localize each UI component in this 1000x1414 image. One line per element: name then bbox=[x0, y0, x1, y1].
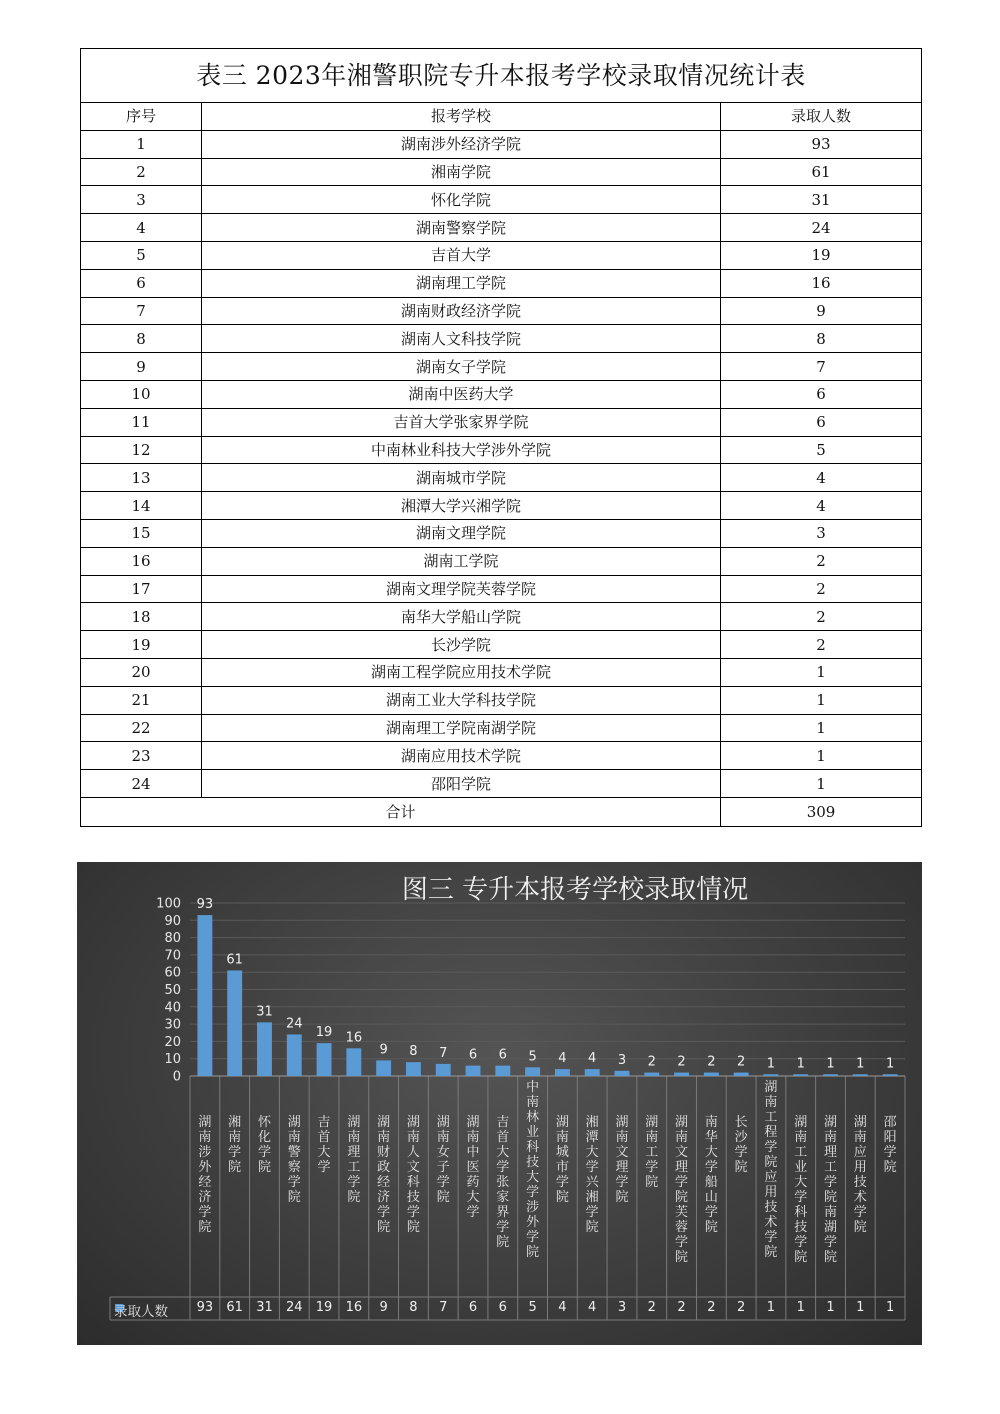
data-table-value: 3 bbox=[617, 1300, 627, 1315]
row-school: 湘南学院 bbox=[202, 158, 721, 186]
data-table-value: 4 bbox=[588, 1300, 597, 1315]
header-index: 序号 bbox=[81, 103, 202, 131]
data-table-value: 1 bbox=[796, 1300, 805, 1315]
row-index: 16 bbox=[81, 547, 202, 575]
row-count: 61 bbox=[721, 158, 922, 186]
y-tick-label: 20 bbox=[164, 1034, 181, 1050]
header-count: 录取人数 bbox=[721, 103, 922, 131]
bar-data-label: 7 bbox=[439, 1045, 448, 1061]
legend-series-name: 录取人数 bbox=[114, 1304, 168, 1320]
row-index: 22 bbox=[81, 714, 202, 742]
data-table-value: 1 bbox=[766, 1300, 776, 1315]
bar bbox=[585, 1069, 600, 1076]
data-table-value: 2 bbox=[647, 1300, 656, 1315]
bar bbox=[555, 1069, 570, 1076]
row-index: 21 bbox=[81, 686, 202, 714]
bar bbox=[674, 1073, 689, 1076]
bar-data-label: 61 bbox=[226, 952, 243, 968]
bar-data-label: 1 bbox=[856, 1056, 865, 1072]
bar bbox=[883, 1074, 898, 1076]
row-school: 湖南文理学院 bbox=[202, 519, 721, 547]
y-tick-label: 100 bbox=[156, 896, 181, 912]
data-table-value: 7 bbox=[439, 1300, 448, 1315]
row-index: 13 bbox=[81, 464, 202, 492]
bar bbox=[466, 1066, 481, 1076]
bar bbox=[406, 1062, 421, 1076]
bar-data-label: 3 bbox=[617, 1052, 627, 1068]
row-index: 3 bbox=[81, 186, 202, 214]
header-school: 报考学校 bbox=[202, 103, 721, 131]
x-category-label: 湖南警察学院 bbox=[287, 1115, 301, 1205]
row-index: 6 bbox=[81, 269, 202, 297]
row-count: 4 bbox=[721, 492, 922, 520]
row-index: 5 bbox=[81, 241, 202, 269]
row-school: 吉首大学 bbox=[202, 241, 721, 269]
row-index: 9 bbox=[81, 353, 202, 381]
x-category-label: 湘南学院 bbox=[228, 1115, 242, 1175]
row-school: 湖南女子学院 bbox=[202, 353, 721, 381]
bar-data-label: 1 bbox=[796, 1056, 805, 1072]
row-school: 湖南工业大学科技学院 bbox=[202, 686, 721, 714]
row-index: 2 bbox=[81, 158, 202, 186]
data-table-value: 2 bbox=[737, 1300, 746, 1315]
row-school: 湖南理工学院南湖学院 bbox=[202, 714, 721, 742]
bar bbox=[495, 1066, 510, 1076]
row-count: 6 bbox=[721, 380, 922, 408]
row-school: 邵阳学院 bbox=[202, 770, 721, 798]
x-category-label: 湖南城市学院 bbox=[555, 1115, 569, 1205]
data-table-value: 1 bbox=[826, 1300, 835, 1315]
row-index: 12 bbox=[81, 436, 202, 464]
bar bbox=[763, 1074, 778, 1076]
bar bbox=[317, 1043, 332, 1076]
bar-data-label: 8 bbox=[409, 1044, 418, 1060]
row-index: 10 bbox=[81, 380, 202, 408]
bar-data-label: 2 bbox=[707, 1054, 716, 1070]
bar bbox=[793, 1074, 808, 1076]
row-index: 4 bbox=[81, 214, 202, 242]
x-category-label: 湖南工程学院应用技术学院 bbox=[764, 1080, 778, 1260]
row-count: 5 bbox=[721, 436, 922, 464]
x-category-label: 湖南文理学院 bbox=[615, 1115, 629, 1205]
bar bbox=[644, 1073, 659, 1076]
x-category-label: 吉首大学张家界学院 bbox=[496, 1115, 510, 1250]
y-tick-label: 80 bbox=[164, 931, 181, 947]
row-index: 23 bbox=[81, 742, 202, 770]
y-tick-label: 90 bbox=[164, 913, 181, 929]
row-index: 20 bbox=[81, 658, 202, 686]
table-title: 表三 2023年湘警职院专升本报考学校录取情况统计表 bbox=[81, 49, 922, 103]
bar bbox=[287, 1034, 302, 1076]
row-count: 24 bbox=[721, 214, 922, 242]
data-table-value: 8 bbox=[409, 1300, 418, 1315]
x-category-label: 湘潭大学兴湘学院 bbox=[585, 1115, 599, 1235]
bar bbox=[734, 1073, 749, 1076]
row-count: 1 bbox=[721, 686, 922, 714]
data-table-value: 19 bbox=[315, 1300, 333, 1315]
row-count: 1 bbox=[721, 770, 922, 798]
row-count: 1 bbox=[721, 658, 922, 686]
row-index: 15 bbox=[81, 519, 202, 547]
row-school: 湖南涉外经济学院 bbox=[202, 130, 721, 158]
data-table-value: 2 bbox=[707, 1300, 716, 1315]
bar-data-label: 1 bbox=[885, 1056, 895, 1072]
x-category-label: 湖南涉外经济学院 bbox=[198, 1115, 212, 1235]
bar-data-label: 6 bbox=[468, 1047, 478, 1063]
row-school: 湖南警察学院 bbox=[202, 214, 721, 242]
row-school: 湖南文理学院芙蓉学院 bbox=[202, 575, 721, 603]
data-table-value: 16 bbox=[345, 1300, 363, 1315]
bar bbox=[853, 1074, 868, 1076]
row-count: 31 bbox=[721, 186, 922, 214]
bar bbox=[823, 1074, 838, 1076]
row-count: 1 bbox=[721, 714, 922, 742]
row-count: 93 bbox=[721, 130, 922, 158]
data-table-value: 2 bbox=[677, 1300, 686, 1315]
x-category-label: 湖南财政经济学院 bbox=[377, 1115, 391, 1235]
x-category-label: 邵阳学院 bbox=[883, 1115, 897, 1175]
data-table-value: 31 bbox=[256, 1300, 273, 1315]
bar bbox=[197, 915, 212, 1076]
row-count: 6 bbox=[721, 408, 922, 436]
row-index: 14 bbox=[81, 492, 202, 520]
bar bbox=[436, 1064, 451, 1076]
data-table-value: 9 bbox=[379, 1300, 388, 1315]
row-school: 南华大学船山学院 bbox=[202, 603, 721, 631]
bar bbox=[346, 1048, 361, 1076]
row-count: 2 bbox=[721, 631, 922, 659]
bar-data-label: 5 bbox=[528, 1049, 537, 1065]
bar bbox=[525, 1067, 540, 1076]
data-table-value: 61 bbox=[226, 1300, 243, 1315]
x-category-label: 湖南理工学院 bbox=[347, 1115, 361, 1205]
bar-data-label: 9 bbox=[379, 1042, 388, 1058]
x-category-label: 湖南女子学院 bbox=[436, 1115, 450, 1205]
row-index: 11 bbox=[81, 408, 202, 436]
row-school: 中南林业科技大学涉外学院 bbox=[202, 436, 721, 464]
bar bbox=[704, 1073, 719, 1076]
data-table-value: 1 bbox=[856, 1300, 865, 1315]
data-table-value: 1 bbox=[885, 1300, 895, 1315]
row-count: 8 bbox=[721, 325, 922, 353]
row-index: 19 bbox=[81, 631, 202, 659]
row-school: 湖南财政经济学院 bbox=[202, 297, 721, 325]
x-category-label: 长沙学院 bbox=[734, 1115, 748, 1175]
bar-data-label: 6 bbox=[498, 1047, 507, 1063]
bar-data-label: 2 bbox=[737, 1054, 746, 1070]
bar-data-label: 1 bbox=[766, 1056, 776, 1072]
bar bbox=[257, 1022, 272, 1076]
total-label: 合计 bbox=[81, 797, 721, 826]
y-tick-label: 70 bbox=[164, 948, 181, 964]
row-count: 1 bbox=[721, 742, 922, 770]
data-table-value: 6 bbox=[468, 1300, 478, 1315]
x-category-label: 吉首大学 bbox=[317, 1115, 331, 1175]
row-count: 3 bbox=[721, 519, 922, 547]
row-count: 4 bbox=[721, 464, 922, 492]
bar-data-label: 93 bbox=[196, 897, 214, 913]
data-table-value: 5 bbox=[528, 1300, 537, 1315]
bar bbox=[227, 970, 242, 1076]
row-school: 怀化学院 bbox=[202, 186, 721, 214]
row-school: 湖南人文科技学院 bbox=[202, 325, 721, 353]
row-school: 湖南应用技术学院 bbox=[202, 742, 721, 770]
row-count: 19 bbox=[721, 241, 922, 269]
y-tick-label: 50 bbox=[164, 983, 181, 998]
x-category-label: 湖南应用技术学院 bbox=[853, 1115, 867, 1235]
bar bbox=[615, 1071, 630, 1076]
row-count: 2 bbox=[721, 547, 922, 575]
row-school: 吉首大学张家界学院 bbox=[202, 408, 721, 436]
row-index: 7 bbox=[81, 297, 202, 325]
x-category-label: 湖南中医药大学 bbox=[466, 1115, 480, 1220]
x-category-label: 怀化学院 bbox=[257, 1115, 271, 1175]
y-tick-label: 40 bbox=[164, 1000, 181, 1016]
row-index: 17 bbox=[81, 575, 202, 603]
bar-data-label: 24 bbox=[285, 1016, 303, 1032]
data-table-value: 24 bbox=[285, 1300, 303, 1315]
total-value: 309 bbox=[721, 797, 922, 826]
row-count: 2 bbox=[721, 575, 922, 603]
row-school: 湘潭大学兴湘学院 bbox=[202, 492, 721, 520]
bar-data-label: 2 bbox=[677, 1054, 686, 1070]
x-category-label: 湖南文理学院芙蓉学院 bbox=[675, 1115, 689, 1265]
y-tick-label: 0 bbox=[172, 1069, 181, 1085]
bar-data-label: 2 bbox=[647, 1054, 656, 1070]
row-school: 湖南理工学院 bbox=[202, 269, 721, 297]
row-count: 16 bbox=[721, 269, 922, 297]
row-index: 1 bbox=[81, 130, 202, 158]
row-school: 长沙学院 bbox=[202, 631, 721, 659]
bar-data-label: 19 bbox=[315, 1025, 333, 1041]
chart-title: 图三 专升本报考学校录取情况 bbox=[401, 875, 749, 905]
bar-data-label: 4 bbox=[588, 1051, 597, 1067]
data-table-value: 4 bbox=[558, 1300, 567, 1315]
y-tick-label: 30 bbox=[164, 1017, 181, 1033]
row-index: 18 bbox=[81, 603, 202, 631]
bar-data-label: 31 bbox=[256, 1004, 273, 1020]
x-category-label: 湖南理工学院南湖学院 bbox=[824, 1115, 838, 1265]
bar bbox=[376, 1060, 391, 1076]
bar-data-label: 1 bbox=[826, 1056, 835, 1072]
x-category-label: 湖南工业大学科技学院 bbox=[794, 1115, 808, 1265]
x-category-label: 湖南人文科技学院 bbox=[406, 1115, 420, 1235]
row-count: 2 bbox=[721, 603, 922, 631]
data-table-value: 93 bbox=[196, 1300, 214, 1315]
row-count: 7 bbox=[721, 353, 922, 381]
x-category-label: 南华大学船山学院 bbox=[704, 1115, 718, 1235]
data-table-value: 6 bbox=[498, 1300, 507, 1315]
bar-data-label: 4 bbox=[558, 1051, 567, 1067]
row-index: 24 bbox=[81, 770, 202, 798]
bar-data-label: 16 bbox=[345, 1030, 363, 1046]
row-school: 湖南工程学院应用技术学院 bbox=[202, 658, 721, 686]
x-category-label: 湖南工学院 bbox=[645, 1115, 659, 1190]
y-tick-label: 10 bbox=[164, 1052, 181, 1068]
row-school: 湖南城市学院 bbox=[202, 464, 721, 492]
row-index: 8 bbox=[81, 325, 202, 353]
row-school: 湖南工学院 bbox=[202, 547, 721, 575]
x-category-label: 中南林业科技大学涉外学院 bbox=[526, 1080, 540, 1260]
row-count: 9 bbox=[721, 297, 922, 325]
row-school: 湖南中医药大学 bbox=[202, 380, 721, 408]
y-tick-label: 60 bbox=[164, 965, 181, 981]
